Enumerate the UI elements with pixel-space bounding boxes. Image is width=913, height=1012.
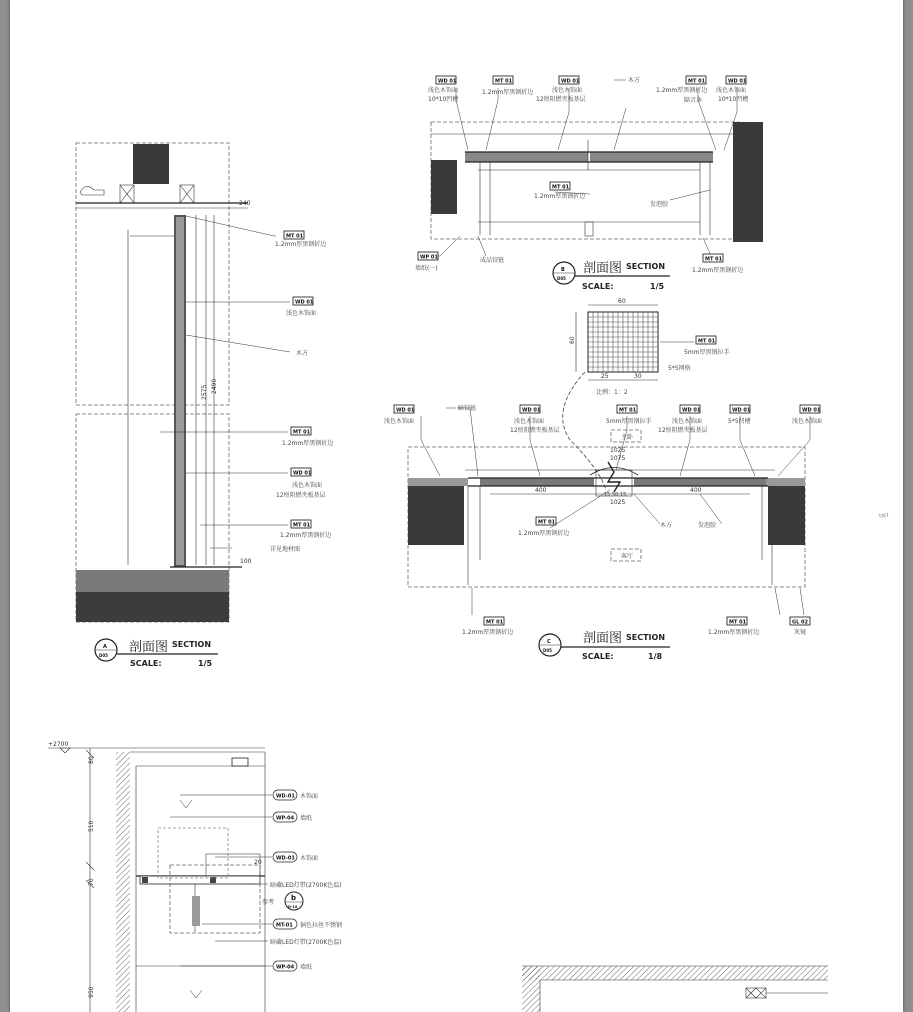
cad-drawing xyxy=(10,0,903,1012)
label-b5a: 1.2mm厚黑钢折边 xyxy=(656,87,708,94)
room1-label: 主卧 xyxy=(621,434,634,441)
section-a-title: 剖面图 xyxy=(129,640,169,655)
elev-dim-3: 950 xyxy=(88,986,95,998)
label-b5b: 隔音条 xyxy=(684,97,703,104)
section-b-scale-label: SCALE: xyxy=(582,282,614,291)
tag-a5: WD 01 xyxy=(293,470,312,477)
elev-code-0: WD-01 xyxy=(276,793,295,800)
tag-b6: WD 01 xyxy=(728,78,747,85)
label-b7: 1.2mm厚黑钢折边 xyxy=(534,193,586,200)
drawing-sheet xyxy=(10,0,903,1012)
detail-tag: MT 01 xyxy=(698,338,716,345)
label-b10: 成品铰链 xyxy=(480,257,505,264)
label-b2: 1.2mm厚黑钢折边 xyxy=(482,89,534,96)
tag-c13: GL 02 xyxy=(792,619,808,626)
label-c11: 1.2mm厚黑钢折边 xyxy=(462,629,514,636)
dim-c4: 400 xyxy=(690,487,702,494)
label-c12: 1.2mm厚黑钢折边 xyxy=(708,629,760,636)
label-b1b: 10*10凹槽 xyxy=(428,96,459,103)
elev-ref-prefix: 参考 xyxy=(262,899,275,906)
label-b6b: 10*10凹槽 xyxy=(718,96,749,103)
label-b3a: 浅色木饰面 xyxy=(552,87,583,94)
dim-c1: 400 xyxy=(535,487,547,494)
tag-a2: WD 01 xyxy=(295,299,314,306)
label-a1: 1.2mm厚黑钢折边 xyxy=(275,241,327,248)
label-a6: 1.2mm厚黑钢折边 xyxy=(280,532,332,539)
label-c5b: 12厘阻燃夹板基层 xyxy=(658,427,708,434)
label-c2: 暗铰链 xyxy=(458,405,477,412)
side-note: 大样7 xyxy=(878,513,889,518)
section-c-title: 剖面图 xyxy=(583,631,623,646)
label-c3a: 浅色木饰面 xyxy=(514,418,545,425)
section-c-scale: 1/8 xyxy=(648,652,663,661)
dim-c2: 1025 xyxy=(610,447,626,454)
dim-a3: 2490 xyxy=(211,378,218,394)
label-c13: 灰镜 xyxy=(794,629,807,636)
label-b3b: 12厘阻燃夹板基层 xyxy=(536,96,586,103)
label-b9: 墙纸(一) xyxy=(415,265,438,272)
section-c-sheet: D05 xyxy=(543,648,552,653)
tag-b3: WD 01 xyxy=(561,78,580,85)
elev-text-6: 墙纸 xyxy=(300,964,313,971)
label-a7: 详见地材图 xyxy=(270,546,301,553)
label-c9: 木方 xyxy=(660,522,673,529)
section-a-scale-label: SCALE: xyxy=(130,659,162,668)
tag-a4: MT 01 xyxy=(293,429,311,436)
label-c6: 5*5凹槽 xyxy=(728,418,751,425)
section-a xyxy=(76,143,333,668)
label-a4: 1.2mm厚黑钢折边 xyxy=(282,440,334,447)
elev-text-5: 暗藏LED灯带(2700K色温) xyxy=(270,939,342,946)
dim-c6: 15 50 15 xyxy=(604,492,627,498)
section-b-scale: 1/5 xyxy=(650,282,665,291)
elev-text-3: 暗藏LED灯带(2700K色温) xyxy=(270,882,342,889)
elev-code-6: WP-04 xyxy=(276,964,295,971)
tag-c7: WD 01 xyxy=(802,407,821,414)
label-c7: 浅色木饰面 xyxy=(792,418,823,425)
section-b-en: SECTION xyxy=(626,262,666,271)
elev-dim-20: 20 xyxy=(254,859,262,866)
tag-b9: WP 01 xyxy=(420,254,438,261)
elev-dim-0: 80 xyxy=(88,756,95,764)
elev-code-1: WP-04 xyxy=(276,815,295,822)
label-b6a: 浅色木饰面 xyxy=(716,87,747,94)
tag-b11: MT 01 xyxy=(705,256,723,263)
section-b-mark: B xyxy=(561,267,565,273)
label-a5a: 浅色木饰面 xyxy=(292,482,323,489)
tag-c8: MT 01 xyxy=(538,519,556,526)
detail-note: 5*5网格 xyxy=(668,365,691,372)
section-a-en: SECTION xyxy=(172,640,212,649)
handle-detail xyxy=(563,298,730,490)
partial-plan xyxy=(522,966,828,1012)
elev-ref-sheet: D-10 xyxy=(288,905,298,909)
tag-c11: MT 01 xyxy=(486,619,504,626)
tag-c5: WD 01 xyxy=(682,407,701,414)
elev-text-2: 木饰面 xyxy=(300,855,319,862)
elevation-detail xyxy=(48,741,342,1012)
section-c xyxy=(384,404,889,661)
label-b8: 发泡胶 xyxy=(650,201,669,208)
label-b11: 1.2mm厚黑钢折边 xyxy=(692,267,744,274)
detail-dim-w: 60 xyxy=(618,298,626,305)
dim-a2: 2575 xyxy=(201,384,208,400)
label-a5b: 12厘阻燃夹板基层 xyxy=(276,492,326,499)
label-b4: 木方 xyxy=(628,77,641,84)
label-c1: 浅色木饰面 xyxy=(384,418,415,425)
section-c-scale-label: SCALE: xyxy=(582,652,614,661)
tag-a1: MT 01 xyxy=(286,233,304,240)
section-c-mark: C xyxy=(547,639,551,645)
section-b xyxy=(415,76,763,291)
detail-dim-a: 25 xyxy=(601,373,609,380)
elev-code-2: WD-01 xyxy=(276,855,295,862)
elev-code-4: MT-01 xyxy=(276,922,293,929)
section-a-mark: A xyxy=(103,644,107,650)
label-c3b: 12厘阻燃夹板基层 xyxy=(510,427,560,434)
tag-c12: MT 01 xyxy=(729,619,747,626)
label-c8: 1.2mm厚黑钢折边 xyxy=(518,530,570,537)
section-b-title: 剖面图 xyxy=(583,261,623,276)
elevation-level: +2700 xyxy=(48,741,69,748)
detail-dim-h: 60 xyxy=(569,336,576,344)
detail-ratio: 比例：1：2 xyxy=(596,389,628,396)
label-a2: 浅色木饰面 xyxy=(286,310,317,317)
label-c5a: 浅色木饰面 xyxy=(672,418,703,425)
elev-dim-2: 70 xyxy=(88,878,95,886)
section-b-sheet: D05 xyxy=(557,276,566,281)
tag-c3: WD 01 xyxy=(522,407,541,414)
tag-a6: MT 01 xyxy=(293,522,311,529)
elev-text-1: 墙纸 xyxy=(300,815,313,822)
section-c-en: SECTION xyxy=(626,633,666,642)
label-b1a: 浅色木饰面 xyxy=(428,87,459,94)
tag-b2: MT 01 xyxy=(495,78,513,85)
dim-a1: 240 xyxy=(239,200,251,207)
elev-text-4: 铜色拉丝不锈钢 xyxy=(300,922,343,929)
section-a-scale: 1/5 xyxy=(198,659,213,668)
detail-label: 5mm厚黑钢拉手 xyxy=(684,349,730,356)
tag-b1: WD 01 xyxy=(438,78,457,85)
label-a3: 木方 xyxy=(296,350,309,357)
tag-b5: MT 01 xyxy=(688,78,706,85)
tag-c1: WD 01 xyxy=(396,407,415,414)
section-a-sheet: D05 xyxy=(99,653,108,658)
dim-c3: 1075 xyxy=(610,455,626,462)
elev-text-0: 木饰面 xyxy=(300,793,319,800)
detail-dim-b: 30 xyxy=(634,373,642,380)
elev-ref-mark: b xyxy=(291,894,297,902)
tag-b7: MT 01 xyxy=(552,184,570,191)
tag-c4: MT 01 xyxy=(619,407,637,414)
elev-dim-1: 510 xyxy=(88,820,95,832)
label-c4: 5mm厚黑钢拉手 xyxy=(606,418,652,425)
dim-a4: 100 xyxy=(240,558,252,565)
tag-c6: WD 01 xyxy=(732,407,751,414)
room2-label: 客厅 xyxy=(621,553,634,560)
label-c10: 发泡胶 xyxy=(698,522,717,529)
dim-c5: 1025 xyxy=(610,499,626,506)
